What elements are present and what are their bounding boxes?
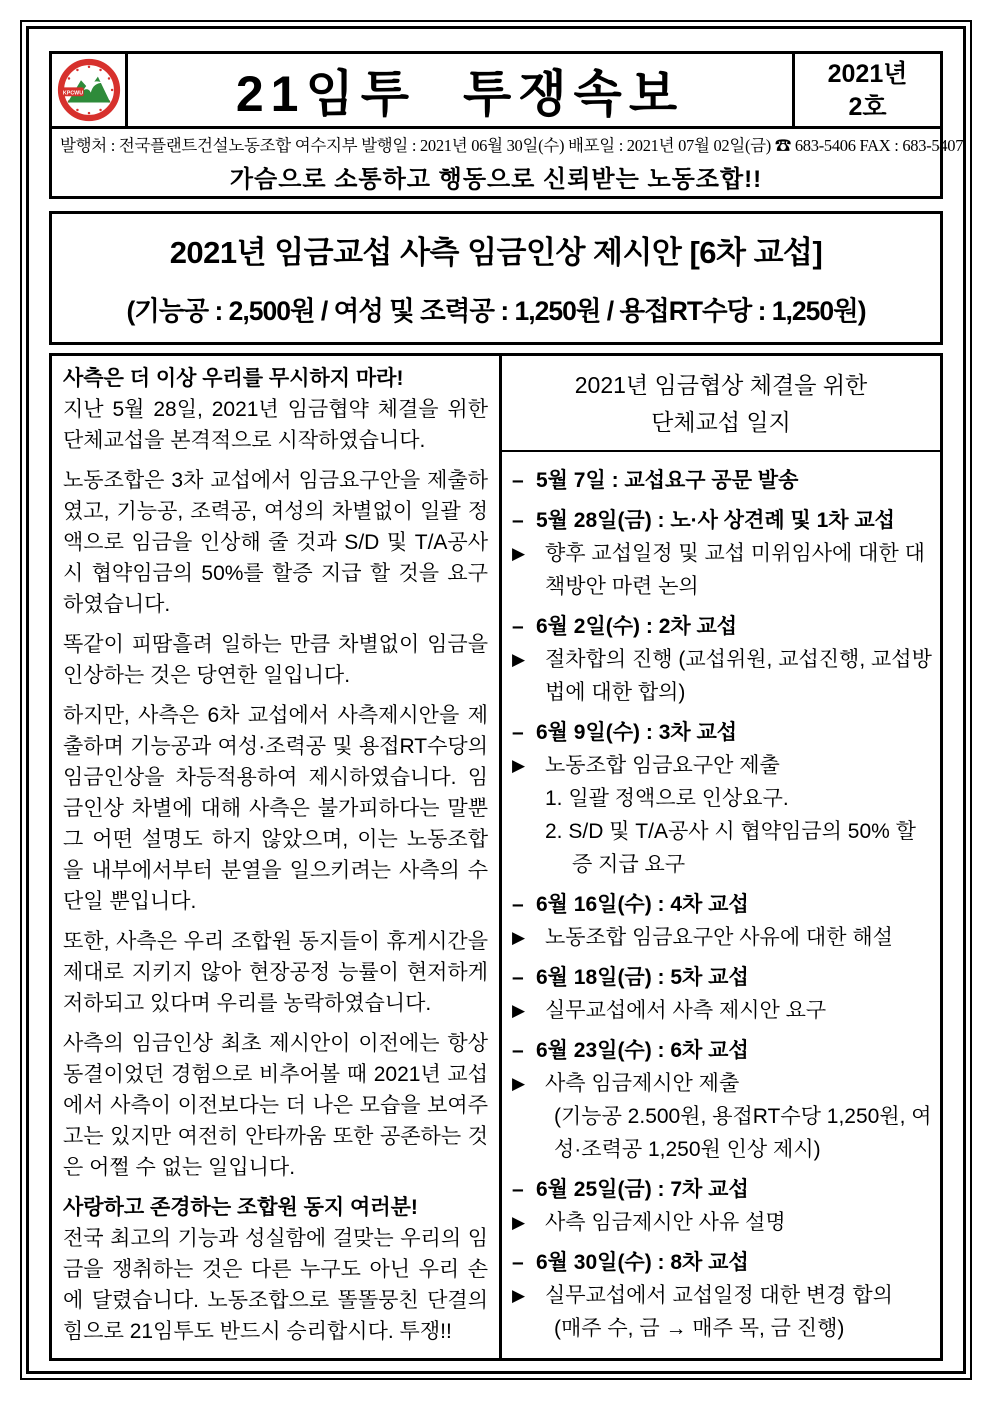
dash-marker: –: [512, 966, 524, 989]
dash-marker: –: [512, 893, 524, 916]
schedule-entry-subitems: [545, 782, 934, 881]
schedule-entry: [512, 1034, 934, 1166]
schedule-entry: [512, 716, 934, 881]
masthead-title-cell: [128, 54, 792, 126]
schedule-entry-note: (기능공 2.500원, 용접RT수당 1,250원, 여성·조력공 1,250원 인상 제시): [554, 1105, 932, 1161]
schedule-entry-detail: ▶ 향후 교섭일정 및 교섭 미위임사에 대한 대책방안 마련 논의: [512, 537, 934, 603]
issue-number: 2호: [848, 93, 887, 121]
slogan: 가슴으로 소통하고 행동으로 신뢰받는 노동조합!!: [229, 166, 763, 193]
schedule-entry-detail: ▶ 사측 임금제시안 사유 설명: [512, 1206, 934, 1239]
schedule-entry-note: (매주 수, 금 → 매주 목, 금 진행): [554, 1317, 845, 1340]
schedule-entry-detail: ▶ 실무교섭에서 교섭일정 대한 변경 합의: [512, 1279, 934, 1312]
paragraph-body: 전국 최고의 기능과 성실함에 걸맞는 우리의 임금을 쟁취하는 것은 다른 누구도 아닌 우리 손에 달렸습니다. 노동조합으로 똘똘뭉친 단결의 힘으로 21임투도 반드시 승리합시다. 투쟁!!: [63, 1227, 488, 1343]
log-header: [502, 356, 940, 452]
content-box: [49, 353, 943, 1361]
schedule-entry-date: – 5월 7일 : 교섭요구 공문 발송: [512, 464, 934, 497]
arrow-marker: ▶: [512, 1001, 526, 1020]
log-header-line1: 2021년 임금협상 체결을 위한: [574, 372, 868, 398]
left-article: [52, 356, 502, 1358]
schedule-entry-date: – 6월 25일(금) : 7차 교섭: [512, 1173, 934, 1206]
paragraph-lead: 사측은 더 이상 우리를 무시하지 마라!: [63, 367, 404, 390]
article-paragraph: 노동조합은 3차 교섭에서 임금요구안을 제출하였고, 기능공, 조력공, 여성의 차별없이 일괄 정액으로 임금을 인상해 줄 것과 S/D 및 T/A공사 시 협약임금의 50%를 할증 지급 할 것을 요구하였습니다.: [63, 469, 488, 616]
schedule-entry-detail: ▶ 노동조합 임금요구안 제출: [512, 749, 934, 782]
schedule-entry-detail: ▶ 절차합의 진행 (교섭위원, 교섭진행, 교섭방법에 대한 합의): [512, 643, 934, 709]
arrow-marker: ▶: [512, 928, 526, 947]
schedule-entry-date: – 6월 16일(수) : 4차 교섭: [512, 888, 934, 921]
outer-frame: [20, 20, 972, 1380]
dash-marker: –: [512, 509, 524, 532]
masthead: [49, 51, 964, 199]
schedule-subitem: 1. 일괄 정액으로 인상요구.: [545, 787, 789, 810]
schedule-entry: [512, 610, 934, 709]
article-paragraph: 또한, 사측은 우리 조합원 동지들이 휴게시간을 제대로 지키지 않아 현장공정 능률이 현저하게 저하되고 있다며 우리를 농락하였습니다.: [63, 930, 488, 1015]
schedule-entry-date: – 5월 28일(금) : 노·사 상견례 및 1차 교섭: [512, 504, 934, 537]
inner-frame: [26, 26, 966, 1374]
logo-kpcwu-label: KPCWU: [62, 90, 83, 97]
publisher-info: 발행처 : 전국플랜트건설노동조합 여수지부 발행일 : 2021년 06월 30일(수) 배포일 : 2021년 07월 02일(금) ☎ 683-5406 FAX : 683-5407: [60, 136, 964, 155]
schedule-entry: [512, 961, 934, 1027]
newsletter-title: 21임투 투쟁속보: [235, 66, 685, 122]
article-paragraph: [63, 363, 488, 456]
article-paragraph: 똑같이 피땀흘려 일하는 만큼 차별없이 임금을 인상하는 것은 당연한 일입니다.: [63, 633, 488, 687]
schedule-entry-date: – 6월 2일(수) : 2차 교섭: [512, 610, 934, 643]
paragraph-lead: 사랑하고 존경하는 조합원 동지 여러분!: [63, 1196, 418, 1219]
headline-subtitle: (기능공 : 2,500원 / 여성 및 조력공 : 1,250원 / 용접RT수당 : 1,250원): [126, 296, 866, 326]
schedule-entry: [512, 1246, 934, 1345]
arrow-marker: ▶: [512, 1074, 526, 1093]
arrow-marker: ▶: [512, 544, 526, 563]
schedule-entry: [512, 504, 934, 603]
arrow-marker: ▶: [512, 756, 526, 775]
dash-marker: –: [512, 469, 524, 492]
dash-marker: –: [512, 721, 524, 744]
logo-cell: [52, 54, 128, 126]
schedule-subitem: 2. S/D 및 T/A공사 시 협약임금의 50% 할증 지급 요구: [545, 820, 916, 876]
dash-marker: –: [512, 1039, 524, 1062]
issue-year: 2021년: [827, 60, 908, 88]
schedule-entry: [512, 888, 934, 954]
article-paragraph: 하지만, 사측은 6차 교섭에서 사측제시안을 제출하며 기능공과 여성·조력공 및 용접RT수당의 임금인상을 차등적용하여 제시하였습니다. 임금인상 차별에 대해 사측은 불가피하다는 말뿐 그 어떤 설명도 하지 않았으며, 이는 노동조합을 내부에서부터 분열을 일으키려는 사측의 수단일 뿐입니다.: [63, 704, 488, 913]
paragraph-body: 지난 5월 28일, 2021년 임금협약 체결을 위한 단체교섭을 본격적으로 시작하였습니다.: [63, 398, 488, 452]
arrow-marker: ▶: [512, 1213, 526, 1232]
issue-cell: [792, 54, 940, 126]
schedule-entry-date: – 6월 30일(수) : 8차 교섭: [512, 1246, 934, 1279]
headline-box: [49, 211, 943, 345]
masthead-row: [52, 54, 940, 129]
schedule-entry-detail: ▶ 노동조합 임금요구안 사유에 대한 해설: [512, 921, 934, 954]
schedule-entry: [512, 464, 934, 497]
dash-marker: –: [512, 1178, 524, 1201]
log-body: [502, 452, 940, 1345]
schedule-entry-date: – 6월 18일(금) : 5차 교섭: [512, 961, 934, 994]
article-paragraph: [63, 1192, 488, 1347]
headline-title: 2021년 임금교섭 사측 임금인상 제시안 [6차 교섭]: [169, 235, 823, 270]
schedule-entry-date: – 6월 9일(수) : 3차 교섭: [512, 716, 934, 749]
kpcwu-union-logo-icon: [57, 58, 121, 122]
schedule-entry-date: – 6월 23일(수) : 6차 교섭: [512, 1034, 934, 1067]
schedule-entry-detail: ▶ 사측 임금제시안 제출: [512, 1067, 934, 1100]
negotiation-log: [502, 356, 940, 1358]
log-header-line2: 단체교섭 일지: [651, 409, 791, 435]
dash-marker: –: [512, 615, 524, 638]
schedule-entry-detail: ▶ 실무교섭에서 사측 제시안 요구: [512, 994, 934, 1027]
article-paragraph: 사측의 임금인상 최초 제시안이 이전에는 항상 동결이었던 경험으로 비추어볼 때 2021년 교섭에서 사측이 이전보다는 더 나은 모습을 보여주고는 있지만 여전히 안타까움 또한 공존하는 것은 어쩔 수 없는 일입니다.: [63, 1032, 488, 1179]
schedule-entry: [512, 1173, 934, 1239]
dash-marker: –: [512, 1251, 524, 1274]
arrow-marker: ▶: [512, 650, 526, 669]
arrow-marker: ▶: [512, 1286, 526, 1305]
